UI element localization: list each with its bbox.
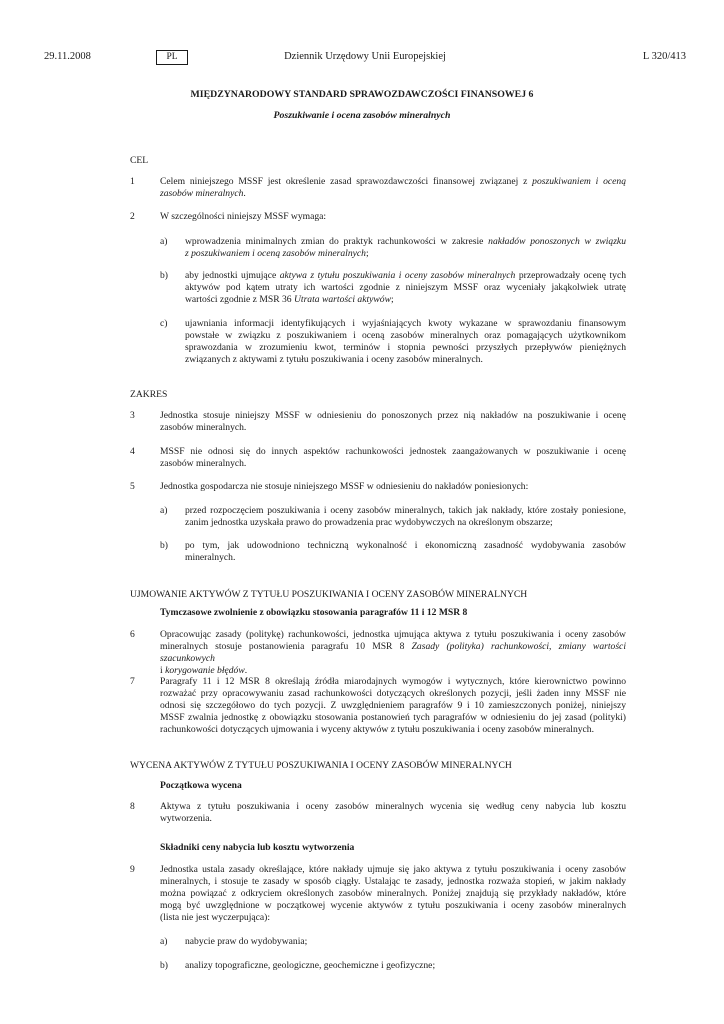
text-line: aby jednostki ujmujące aktywa z tytułu poszukiwania i oceny zasobów mineralnych przeprowadzały ocenę tych [185, 270, 626, 281]
text-line: z poszukiwaniem i oceną zasobów mineralnych; [185, 248, 369, 259]
text-line: Opracowując zasady (politykę) rachunkowości, jednostka ujmująca aktywa z tytułu poszukiwania i oceny zasobów [160, 629, 626, 640]
list-letter: b) [160, 540, 168, 551]
text-line: mogą być uwzględnione w początkowej wycenie aktywów z tytułu poszukiwania i oceny zasobów mineralnych [160, 900, 626, 911]
paragraph-number: 2 [130, 211, 135, 222]
text-line: i korygowanie błędów. [160, 665, 248, 676]
text-line: wytworzenia. [160, 813, 212, 824]
text-line: ujawniania informacji identyfikujących i wyjaśniających kwoty wykazane w sprawozdaniu finansowym [185, 318, 626, 329]
text-line: aktywów pod kątem utraty ich wartości zgodnie z niniejszym MSSF oraz wyceniały jakąkolwiek utratę [185, 282, 626, 293]
paragraph-9 [160, 864, 626, 924]
list-item-9b [185, 960, 626, 972]
text-line: rachunkowości dotyczących ujmowania i wyceny aktywów z tytułu poszukiwania i oceny zasobów mineralnych. [160, 724, 594, 735]
text-line: MSSF zwalnia jednostkę z obowiązku stosowania postanowień tych paragrafów w odniesieniu do jej zasad (polityki) [160, 712, 626, 723]
paragraph-number: 4 [130, 446, 135, 457]
text-line: można powiązać z odkryciem określonych zasobów mineralnych. Poniżej znajdują się przykłady nakładów, które [160, 888, 626, 899]
text-line: Aktywa z tytułu poszukiwania i oceny zasobów mineralnych wycenia się według ceny nabycia lub kosztu [160, 801, 626, 812]
header-date: 29.11.2008 [44, 51, 91, 62]
paragraph-number: 5 [130, 481, 135, 492]
list-letter: a) [160, 505, 168, 516]
list-letter: a) [160, 236, 168, 247]
list-letter: b) [160, 960, 168, 971]
list-letter: c) [160, 318, 168, 329]
text-line: MSSF nie odnosi się do innych aspektów rachunkowości jednostek zaangażowanych w poszukiwanie i ocenę [160, 446, 626, 457]
section-heading-cel: CEL [130, 155, 149, 166]
section-heading-wycena: WYCENA AKTYWÓW Z TYTUŁU POSZUKIWANIA I OCENY ZASOBÓW MINERALNYCH [130, 760, 512, 771]
text-line: Paragrafy 11 i 12 MSR 8 określają źródła miarodajnych wymogów i wytycznych, które kierownictwo powinno [160, 676, 626, 687]
text-line: mineralnych. [185, 552, 236, 563]
paragraph-number: 7 [130, 676, 135, 687]
text-line: zasobów mineralnych. [160, 422, 247, 433]
list-item-2c [185, 318, 626, 366]
text-line: sprawozdania w zrozumieniu kwot, terminów i stopnia pewności przyszłych przepływów pieniężnych [185, 342, 626, 353]
text-line: po tym, jak udowodniono techniczną wykonalność i ekonomiczną zasadność wydobywania zasobów [185, 540, 626, 551]
paragraph-number: 9 [130, 864, 135, 875]
list-item-5b [185, 540, 626, 564]
text-line: mineralnych, i stosuje te zasady w sposób ciągły. Ustalając te zasady, jednostka rozważa stopień, w jakim nakłady [160, 876, 626, 887]
list-item-2a [185, 236, 626, 260]
list-item-5a [185, 505, 626, 529]
text-line: mineralnych stosuje postanowienia paragrafu 10 MSR 8 Zasady (polityka) rachunkowości, zmiany wartości szacunkowych [160, 641, 626, 664]
page-reference: L 320/413 [642, 51, 686, 62]
paragraph-6 [160, 629, 626, 677]
text-line: Jednostka gospodarcza nie stosuje niniejszego MSSF w odniesieniu do nakładów poniesionych: [160, 481, 529, 492]
text-line: zasobów mineralnych. [160, 458, 247, 469]
list-item-2b [185, 270, 626, 306]
page-header [44, 50, 686, 66]
text-line: Celem niniejszego MSSF jest określenie zasad sprawozdawczości finansowej związanej z poszukiwaniem i oceną [160, 176, 626, 187]
text-line: (lista nie jest wyczerpująca): [160, 912, 271, 923]
text-line: wartości zgodnie z MSR 36 Utrata wartości aktywów; [185, 294, 394, 305]
text-line: związanych z aktywami z tytułu poszukiwania i oceny zasobów mineralnych. [185, 354, 483, 365]
text-line: powstałe w związku z poszukiwaniem i oceną zasobów mineralnych oraz pomagających użytkownikom [185, 330, 626, 341]
paragraph-number: 3 [130, 410, 135, 421]
text-line: wprowadzenia minimalnych zmian do praktyk rachunkowości w zakresie nakładów ponoszonych w związku [185, 236, 626, 247]
paragraph-4 [160, 446, 626, 470]
paragraph-number: 1 [130, 176, 135, 187]
subsection-heading: Tymczasowe zwolnienie z obowiązku stosowania paragrafów 11 i 12 MSR 8 [160, 607, 468, 618]
list-letter: a) [160, 936, 168, 947]
text-line: Jednostka ustala zasady określające, które nakłady ujmuje się jako aktywa z tytułu poszukiwania i oceny zasobów [160, 864, 626, 875]
paragraph-5 [160, 481, 626, 493]
journal-name: Dziennik Urzędowy Unii Europejskiej [284, 51, 446, 62]
paragraph-1 [160, 176, 626, 200]
text-line: nabycie praw do wydobywania; [185, 936, 308, 947]
list-letter: b) [160, 270, 168, 281]
paragraph-7 [160, 676, 626, 736]
paragraph-number: 6 [130, 629, 135, 640]
paragraph-number: 8 [130, 801, 135, 812]
paragraph-2 [160, 211, 626, 223]
document-title: MIĘDZYNARODOWY STANDARD SPRAWOZDAWCZOŚCI FINANSOWEJ 6 [190, 89, 534, 100]
section-heading-zakres: ZAKRES [130, 389, 168, 400]
language-badge: PL [156, 50, 188, 65]
text-line: W szczególności niniejszy MSSF wymaga: [160, 211, 327, 222]
text-line: rozważać przy opracowywaniu zasad rachunkowości dotyczących określonych pozycji, jeśli żaden inny MSSF nie [160, 688, 626, 699]
paragraph-3 [160, 410, 626, 434]
paragraph-8 [160, 801, 626, 825]
text-line: odnosi się szczegółowo do tych pozycji. Z uwzględnieniem paragrafów 9 i 10 zamieszczonych poniżej, niniejszy [160, 700, 626, 711]
document-subtitle: Poszukiwanie i ocena zasobów mineralnych [273, 110, 451, 121]
text-line: zanim jednostka uzyskała prawo do prowadzenia prac wydobywczych na określonym obszarze; [185, 517, 553, 528]
text-line: analizy topograficzne, geologiczne, geochemiczne i geofizyczne; [185, 960, 436, 971]
section-heading-ujmowanie: UJMOWANIE AKTYWÓW Z TYTUŁU POSZUKIWANIA I OCENY ZASOBÓW MINERALNYCH [130, 589, 528, 600]
text-line: przed rozpoczęciem poszukiwania i oceny zasobów mineralnych, takich jak nakłady, które zostały poniesione, [185, 505, 626, 516]
text-line: Jednostka stosuje niniejszy MSSF w odniesieniu do ponoszonych przez nią nakładów na poszukiwanie i ocenę [160, 410, 626, 421]
subsection-heading: Początkowa wycena [160, 780, 242, 791]
subsection-heading: Składniki ceny nabycia lub kosztu wytworzenia [160, 842, 355, 853]
list-item-9a [185, 936, 626, 948]
text-line: zasobów mineralnych. [160, 188, 246, 199]
